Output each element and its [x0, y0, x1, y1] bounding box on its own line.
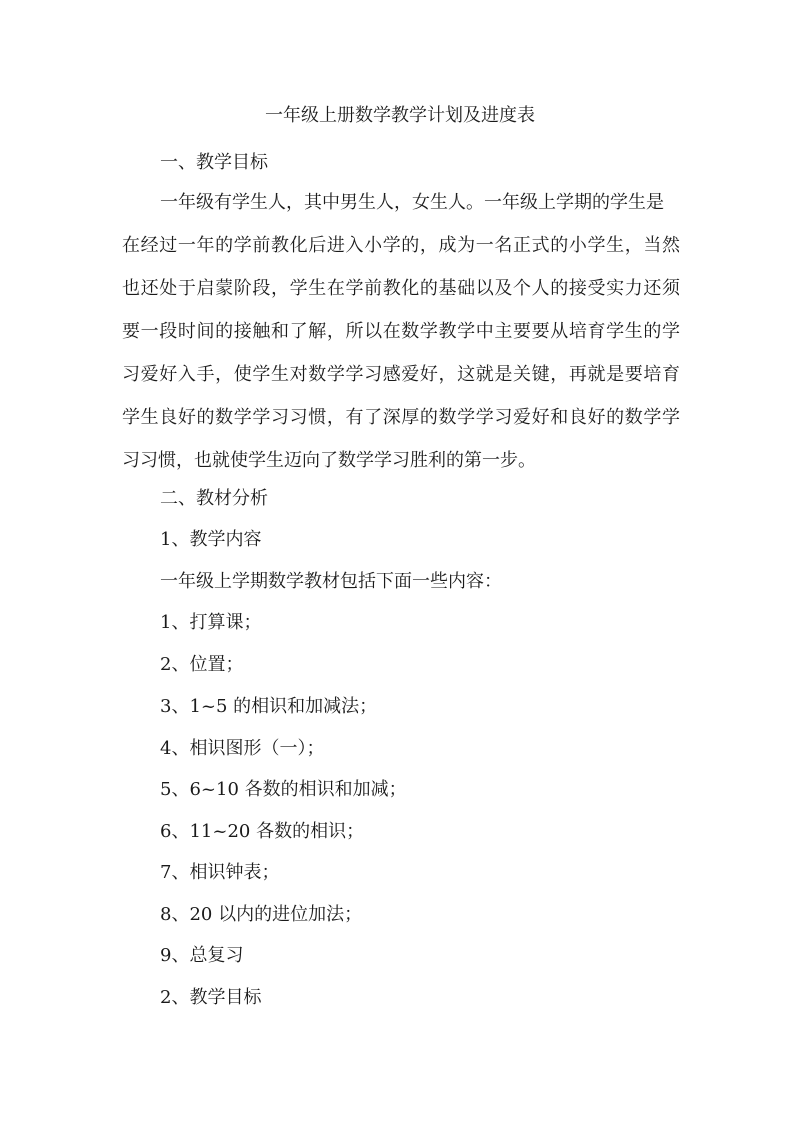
paragraph-line: 一年级有学生人，其中男生人，女生人。一年级上学期的学生是	[160, 192, 664, 213]
list-item: 6、11~20 各数的相识；	[160, 821, 365, 842]
list-item: 1、打算课；	[160, 612, 262, 633]
subsection-heading-content: 1、教学内容	[160, 529, 262, 550]
list-item: 5、6~10 各数的相识和加减；	[160, 779, 407, 800]
section-heading-objectives: 一、教学目标	[160, 152, 268, 173]
list-item: 8、20 以内的进位加法；	[160, 904, 363, 925]
list-item: 9、总复习	[160, 945, 244, 966]
paragraph-line: 学生良好的数学学习习惯，有了深厚的数学学习爱好和良好的数学学	[122, 407, 680, 428]
list-item: 2、位置；	[160, 654, 244, 675]
subsection-heading-objectives: 2、教学目标	[160, 987, 262, 1008]
list-item: 7、相识钟表；	[160, 862, 280, 883]
content-intro: 一年级上学期数学教材包括下面一些内容：	[160, 571, 502, 592]
section-heading-textbook-analysis: 二、教材分析	[160, 488, 268, 509]
paragraph-line: 也还处于启蒙阶段，学生在学前教化的基础以及个人的接受实力还须	[122, 278, 680, 299]
list-item: 3、1~5 的相识和加减法；	[160, 696, 378, 717]
paragraph-line: 习爱好入手，使学生对数学学习感爱好，这就是关键，再就是要培育	[122, 364, 680, 385]
list-item: 4、相识图形（一）；	[160, 738, 325, 759]
document-title: 一年级上册数学教学计划及进度表	[265, 105, 535, 126]
paragraph-line: 在经过一年的学前教化后进入小学的，成为一名正式的小学生，当然	[122, 235, 680, 256]
paragraph-line: 习习惯，也就使学生迈向了数学学习胜利的第一步。	[122, 450, 536, 471]
paragraph-line: 要一段时间的接触和了解，所以在数学教学中主要要从培育学生的学	[122, 321, 680, 342]
